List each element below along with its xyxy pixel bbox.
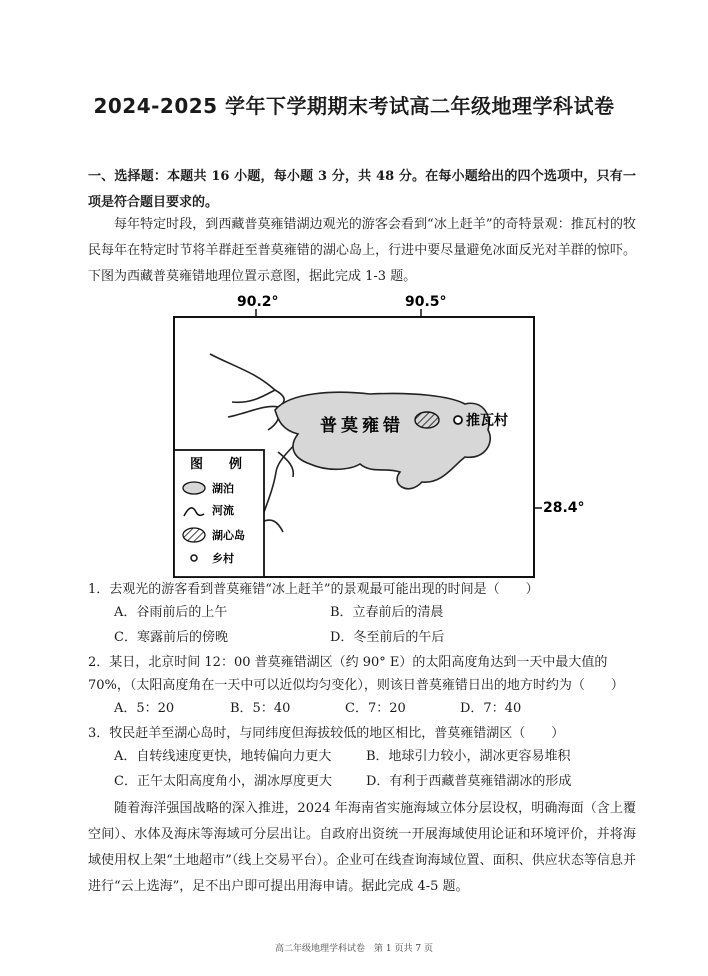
legend-island-label: 湖心岛 (212, 529, 245, 542)
village-label: 推瓦村 (466, 413, 508, 429)
lon-label-1: 90.2° (237, 294, 279, 310)
q3-option-c[interactable]: C．正午太阳高度角小，湖冰厚度更大 (114, 774, 332, 789)
village-marker (454, 416, 462, 424)
q2-option-b[interactable]: B．5：40 (230, 701, 291, 716)
lake-label: 普莫雍错 (320, 416, 404, 436)
q2-option-a[interactable]: A．5：20 (114, 701, 175, 716)
river-tributary-5 (262, 520, 283, 532)
lat-label: 28.4° (543, 500, 585, 516)
question-3-stem: 3．牧民赶羊至湖心岛时，与同纬度但海拔较低的地区相比，普莫雍错湖区（ ） (88, 726, 565, 741)
legend-lake-label: 湖泊 (212, 482, 234, 495)
lon-label-2: 90.5° (405, 294, 447, 310)
question-2-stem: 2．某日，北京时间 12：00 普莫雍错湖区（约 90° E）的太阳高度角达到一天中最大值的 70%，（太阳高度角在一天中可以近似均匀变化），则该日普莫雍错日出的地方时约为（ ） (88, 655, 624, 693)
q3-option-b[interactable]: B．地球引力较小，湖冰更容易堆积 (366, 749, 571, 764)
page-footer: 高二年级地理学科试卷 第 1 页共 7 页 (275, 944, 433, 954)
passage-1: 每年特定时段，到西藏普莫雍错湖边观光的游客会看到“冰上赶羊”的奇特景观：推瓦村的牧民每年在特定时节将羊群赶至普莫雍错的湖心岛上，行进中要尽量避免冰面反光对羊群的惊吓。下图为西藏普莫雍错地理位置示意图，据此完成 1-3 题。 (88, 217, 636, 284)
legend-river-label: 河流 (212, 504, 234, 517)
passage-2: 随着海洋强国战略的深入推进，2024 年海南省实施海域立体分层设权，明确海面（含上覆空间）、水体及海床等海域可分层出让。自政府出资统一开展海域使用论证和环境评价，并将海域使用权上架“土地超市”（线上交易平台）。企业可在线查询海域位置、面积、供应状态等信息并进行“云上选海”，足不出户即可提出用海申请。据此完成 4-5 题。 (88, 801, 636, 894)
map-figure (160, 292, 600, 582)
legend-village-symbol (191, 555, 197, 561)
legend (174, 450, 264, 577)
river-north (210, 354, 284, 407)
q3-option-a[interactable]: A．自转线速度更快，地转偏向力更大 (114, 749, 332, 764)
island-shape (415, 412, 439, 428)
q3-option-d[interactable]: D．有利于西藏普莫雍错湖冰的形成 (366, 774, 572, 789)
q2-option-c[interactable]: C．7：20 (345, 701, 406, 716)
legend-lake-symbol (183, 482, 205, 494)
river-tributary-4 (278, 452, 293, 477)
q1-option-a[interactable]: A．谷雨前后的上午 (114, 605, 228, 620)
river-tributary-3 (228, 406, 278, 417)
section-heading: 一、选择题：本题共 16 小题，每小题 3 分，共 48 分。在每小题给出的四个选项中，只有一项是符合题目要求的。 (88, 169, 636, 210)
river-tributary-1 (232, 390, 275, 402)
q1-option-b[interactable]: B．立春前后的清晨 (330, 605, 444, 620)
lake-shape (275, 392, 490, 488)
legend-village-label: 乡村 (212, 552, 234, 565)
q2-option-d[interactable]: D．7：40 (460, 701, 522, 716)
legend-island-symbol (183, 528, 205, 542)
question-1-stem: 1．去观光的游客看到普莫雍错“冰上赶羊”的景观最可能出现的时间是（ ） (88, 582, 539, 597)
exam-title: 2024-2025 学年下学期期末考试高二年级地理学科试卷 (93, 94, 615, 118)
q1-option-c[interactable]: C．寒露前后的傍晚 (114, 630, 228, 645)
q1-option-d[interactable]: D．冬至前后的午后 (330, 630, 445, 645)
legend-title: 图 例 (190, 457, 243, 472)
